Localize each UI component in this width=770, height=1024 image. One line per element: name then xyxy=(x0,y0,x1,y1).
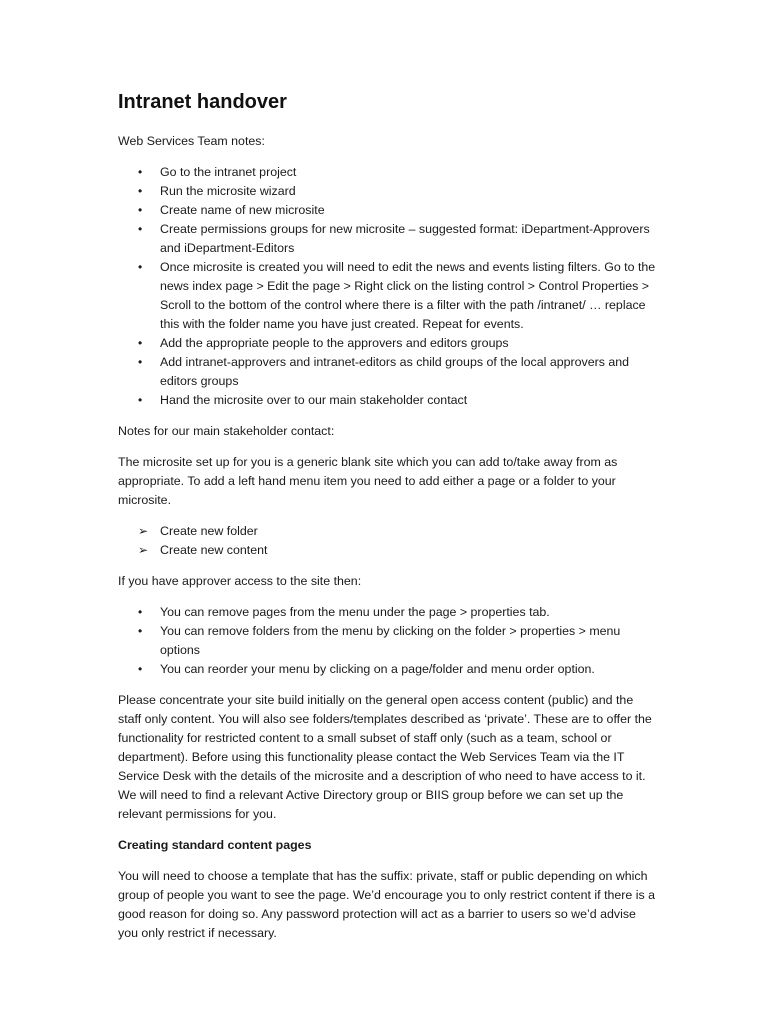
list-item xyxy=(118,391,658,410)
list-item xyxy=(118,622,658,660)
list-item xyxy=(118,201,658,220)
document-body xyxy=(118,88,658,955)
list-item-text: Add the appropriate people to the approvers and editors groups xyxy=(160,336,509,350)
bullet-icon: • xyxy=(138,624,143,638)
bullet-icon: • xyxy=(138,605,143,619)
arrow-bullet-icon: ➢ xyxy=(138,543,149,557)
list-item-text: Hand the microsite over to our main stakeholder contact xyxy=(160,393,468,407)
bullet-icon: • xyxy=(138,184,143,198)
bullet-icon: • xyxy=(138,355,143,369)
concentrate-paragraph: Please concentrate your site build initially on the general open access content (public) and the staff only content. You will also see folders/templates described as ‘private’. These are to offer the functionality for restricted content to a small subset of staff only (such as a team, school or department). Before using this functionality please contact the Web Services Team via the IT Service Desk with the details of the microsite and a description of who need to have access to it. We will need to find a relevant Active Directory group or BIIS group before we can set up the relevant permissions for you. xyxy=(118,693,652,821)
arrow-bullet-icon: ➢ xyxy=(138,524,149,538)
list-item xyxy=(118,541,658,560)
bullet-icon: • xyxy=(138,662,143,676)
list-item-text: Add intranet-approvers and intranet-editors as child groups of the local approvers and editors groups xyxy=(160,355,630,388)
intro-text: Web Services Team notes: xyxy=(118,134,265,148)
stakeholder-heading: Notes for our main stakeholder contact: xyxy=(118,424,335,438)
approver-heading: If you have approver access to the site then: xyxy=(118,574,362,588)
bullet-icon: • xyxy=(138,165,143,179)
list-item-text: Create new content xyxy=(160,543,268,557)
standard-pages-paragraph: You will need to choose a template that has the suffix: private, staff or public depending on which group of people you want to see the page. We’d encourage you to only restrict content if there is a good reason for doing so. Any password protection will act as a barrier to users so we’d advise you only restrict if necessary. xyxy=(118,869,656,940)
list-item-text: Once microsite is created you will need to edit the news and events listing filters. Go to the news index page > Edit the page > Right click on the listing control > Control Properties > Scroll to the bottom of the control where there is a filter with the path /intranet/ … replace this with the folder name you have just created. Repeat for events. xyxy=(160,260,656,331)
bullet-icon: • xyxy=(138,336,143,350)
bullet-icon: • xyxy=(138,393,143,407)
create-options-list xyxy=(118,522,658,560)
list-item xyxy=(118,220,658,258)
list-item xyxy=(118,182,658,201)
list-item-text: Create permissions groups for new microsite – suggested format: iDepartment-Approvers and iDepartment-Editors xyxy=(160,222,650,255)
list-item-text: You can reorder your menu by clicking on a page/folder and menu order option. xyxy=(160,662,595,676)
stakeholder-paragraph: The microsite set up for you is a generic blank site which you can add to/take away from as appropriate. To add a left hand menu item you need to add either a page or a folder to your microsite. xyxy=(118,455,618,507)
list-item-text: Run the microsite wizard xyxy=(160,184,296,198)
bullet-icon: • xyxy=(138,260,143,274)
list-item-text: Create new folder xyxy=(160,524,258,538)
list-item xyxy=(118,334,658,353)
list-item-text: You can remove pages from the menu under the page > properties tab. xyxy=(160,605,550,619)
bullet-icon: • xyxy=(138,222,143,236)
standard-pages-heading: Creating standard content pages xyxy=(118,838,312,852)
list-item xyxy=(118,353,658,391)
list-item xyxy=(118,163,658,182)
list-item-text: Go to the intranet project xyxy=(160,165,297,179)
list-item xyxy=(118,603,658,622)
approver-steps-list xyxy=(118,603,658,679)
list-item xyxy=(118,660,658,679)
list-item xyxy=(118,522,658,541)
document-title: Intranet handover xyxy=(118,91,287,113)
team-steps-list xyxy=(118,163,658,410)
list-item-text: Create name of new microsite xyxy=(160,203,325,217)
bullet-icon: • xyxy=(138,203,143,217)
list-item-text: You can remove folders from the menu by clicking on the folder > properties > menu options xyxy=(160,624,621,657)
list-item xyxy=(118,258,658,334)
